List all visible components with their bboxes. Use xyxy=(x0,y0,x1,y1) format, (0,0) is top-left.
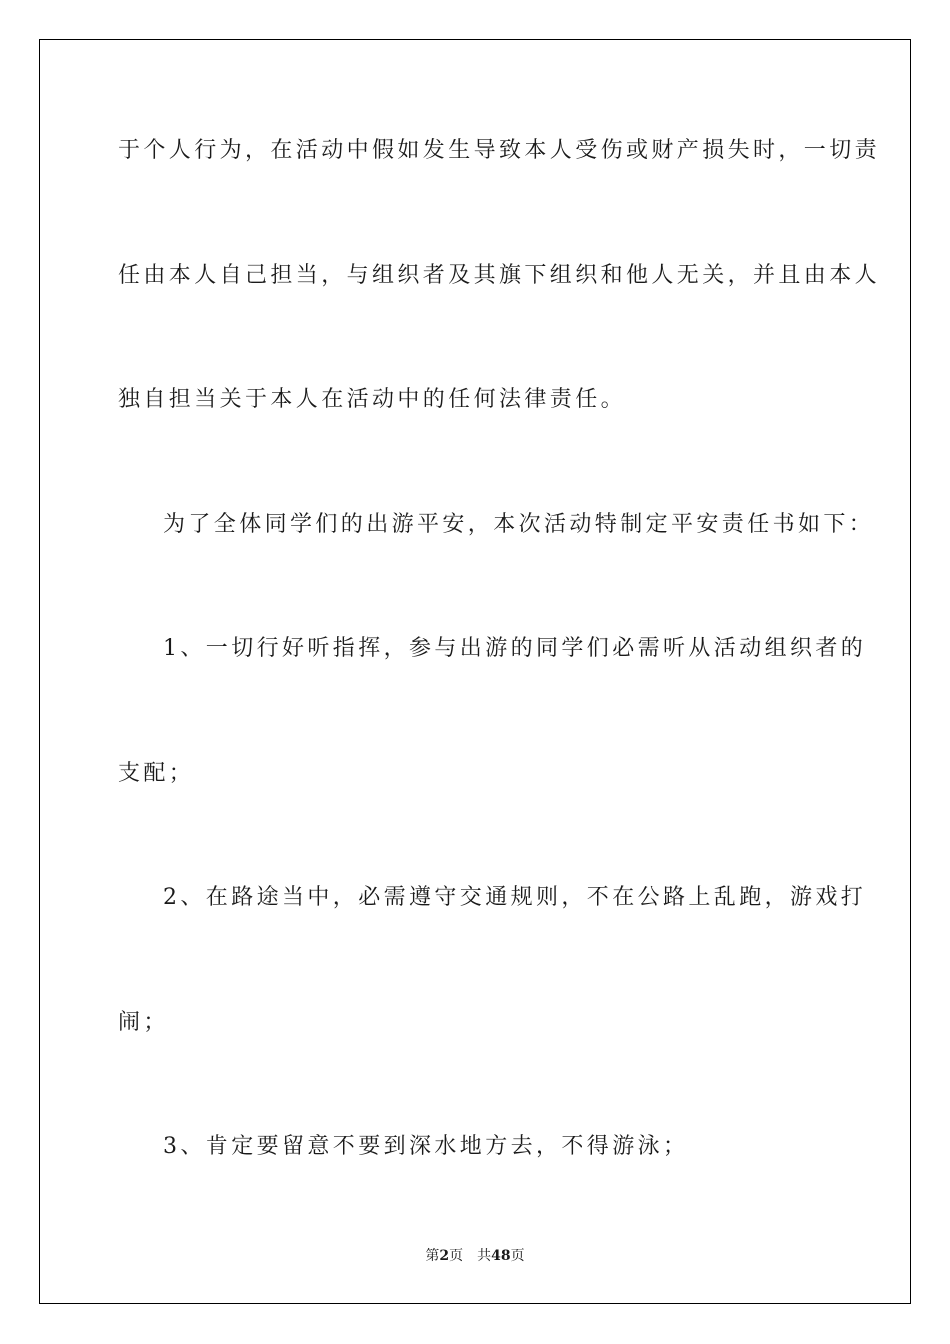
page-footer xyxy=(0,1246,950,1266)
list-item-2-line-1: 2、在路途当中，必需遵守交通规则，不在公路上乱跑，游戏打 xyxy=(163,885,867,910)
paragraph-line-3: 独自担当关于本人在活动中的任何法律责任。 xyxy=(118,387,627,412)
list-item-1-line-1: 1、一切行好听指挥，参与出游的同学们必需听从活动组织者的 xyxy=(163,636,867,661)
list-item-1-line-2: 支配； xyxy=(118,761,195,786)
page-border xyxy=(39,39,911,1304)
paragraph-line-4: 为了全体同学们的出游平安，本次活动特制定平安责任书如下： xyxy=(163,512,875,537)
list-item-3-line-1: 3、肯定要留意不要到深水地方去，不得游泳； xyxy=(163,1134,689,1159)
page-number: 2 xyxy=(439,1248,450,1264)
paragraph-line-2: 任由本人自己担当，与组织者及其旗下组织和他人无关，并且由本人 xyxy=(118,263,881,288)
page-label-suffix: 页 xyxy=(449,1248,464,1264)
list-item-2-line-2: 闹； xyxy=(118,1010,169,1035)
paragraph-line-1: 于个人行为，在活动中假如发生导致本人受伤或财产损失时，一切责 xyxy=(118,138,881,163)
total-pages: 48 xyxy=(491,1248,511,1264)
total-label-suffix: 页 xyxy=(510,1248,525,1264)
total-label-prefix: 共 xyxy=(477,1248,492,1264)
page-label-prefix: 第 xyxy=(425,1248,440,1264)
